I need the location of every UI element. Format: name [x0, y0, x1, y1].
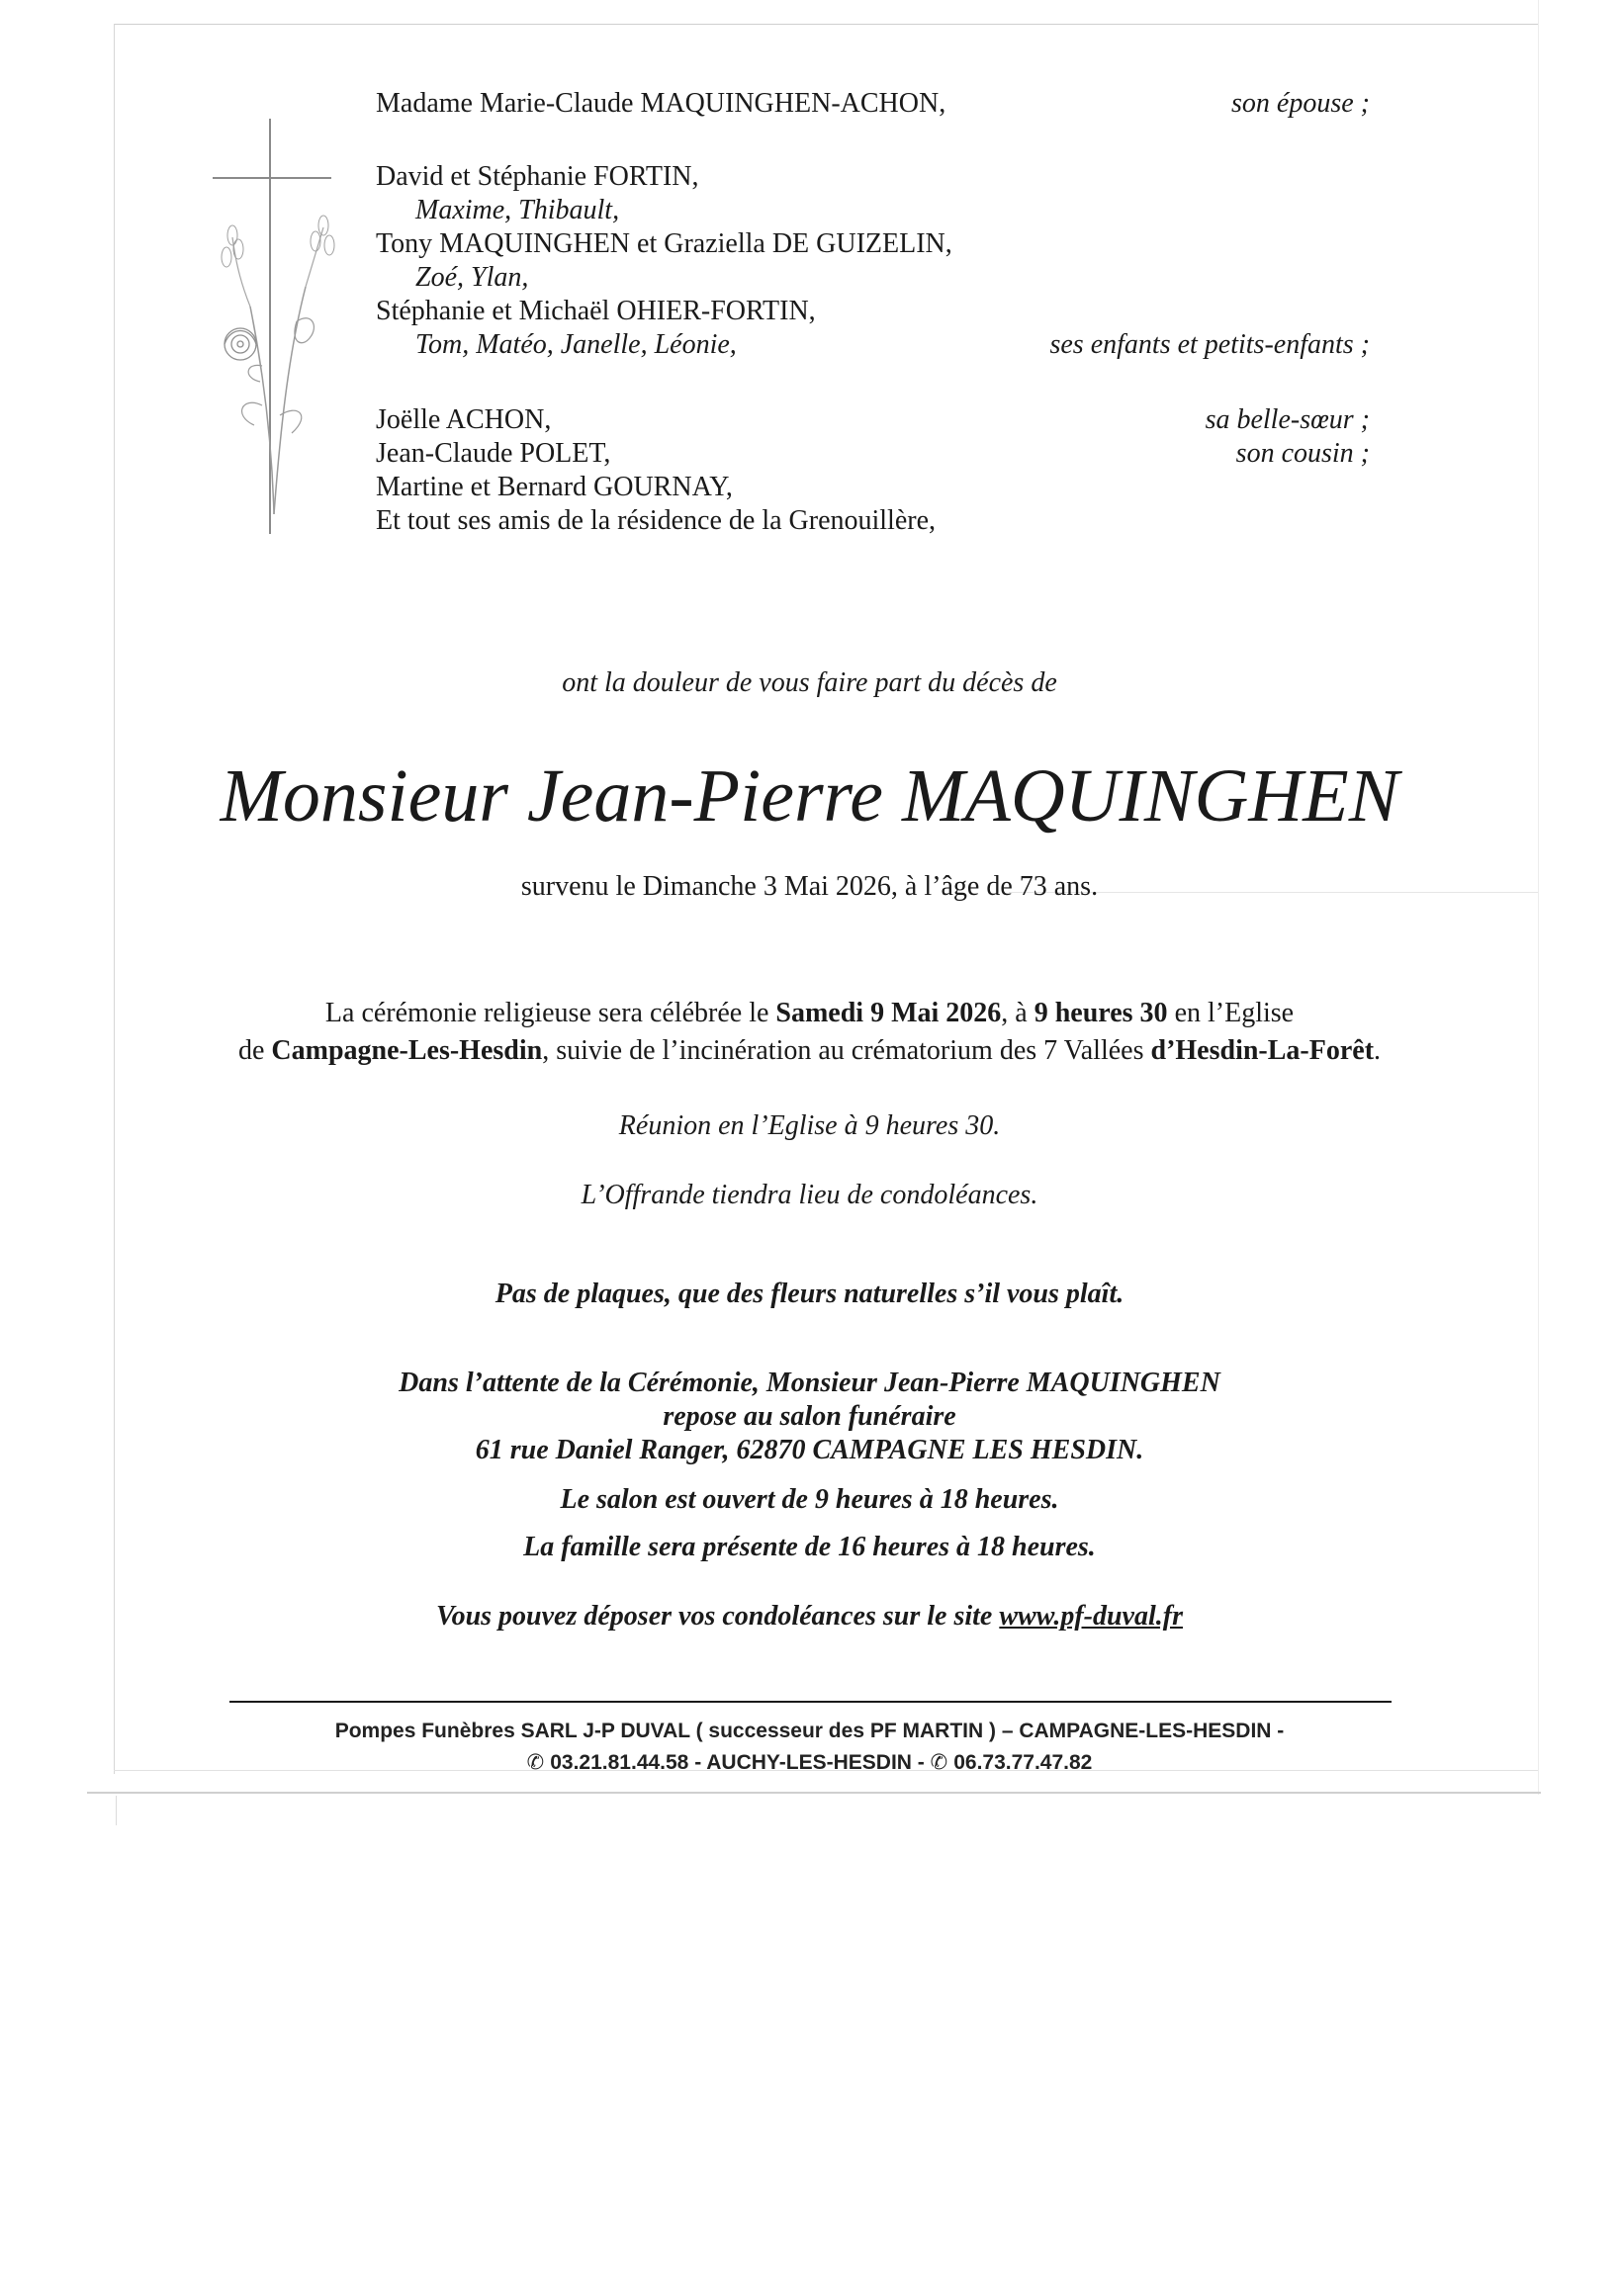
other-2-relation: son cousin ; — [1235, 438, 1370, 469]
ceremony-church-town: Campagne-Les-Hesdin — [271, 1035, 543, 1066]
spouse-relation: son épouse ; — [1231, 88, 1370, 119]
offrande-info: L’Offrande tiendra lieu de condoléances. — [581, 1180, 1038, 1210]
reunion-info: Réunion en l’Eglise à 9 heures 30. — [618, 1110, 1001, 1141]
condolences-line — [0, 1600, 1619, 1634]
child-2-parents: Tony MAQUINGHEN et Graziella DE GUIZELIN, — [376, 228, 952, 259]
footer-separator: - AUCHY-LES-HESDIN - — [688, 1751, 931, 1774]
frame-tick-mark — [116, 1796, 117, 1825]
child-3-kids: Tom, Matéo, Janelle, Léonie, — [415, 329, 737, 360]
ceremony-time: 9 heures 30 — [1034, 998, 1168, 1028]
footer-company: Pompes Funèbres SARL J-P DUVAL ( successeur des PF MARTIN ) – CAMPAGNE-LES-HESDIN - — [334, 1720, 1285, 1742]
ceremony-text-1e: en l’Eglise — [1167, 998, 1295, 1028]
phone-icon: ✆ — [930, 1751, 948, 1774]
ceremony-line-2 — [0, 1034, 1619, 1068]
other-4-name: Et tout ses amis de la résidence de la Grenouillère, — [376, 505, 937, 536]
frame-top-border — [114, 24, 1538, 25]
ceremony-text-1c: , à — [1001, 998, 1034, 1028]
condolences-text: Vous pouvez déposer vos condoléances sur le site — [436, 1601, 1000, 1632]
footer-phones — [0, 1748, 1619, 1778]
children-relation: ses enfants et petits-enfants ; — [1049, 329, 1370, 360]
other-1-relation: sa belle-sœur ; — [1205, 404, 1370, 435]
crematorium-town: d’Hesdin-La-Forêt — [1150, 1035, 1375, 1066]
footer-rule — [229, 1701, 1392, 1703]
salon-address: 61 rue Daniel Ranger, 62870 CAMPAGNE LES HESDIN. — [475, 1435, 1144, 1465]
phone-number-2: 06.73.77.47.82 — [953, 1751, 1093, 1774]
ceremony-text-2e: . — [1374, 1035, 1382, 1066]
family-presence: La famille sera présente de 16 heures à 18 heures. — [523, 1532, 1096, 1562]
ceremony-text-2c: , suivie de l’incinération au crématorium des 7 Vallées — [542, 1035, 1151, 1066]
child-1-kids: Maxime, Thibault, — [415, 195, 620, 225]
ceremony-text-2a: de — [237, 1035, 272, 1066]
cross-with-wheat-and-rose-icon — [203, 119, 341, 534]
frame-bottom-border — [87, 1792, 1541, 1794]
phone-number-1: 03.21.81.44.58 — [550, 1751, 689, 1774]
other-3-name: Martine et Bernard GOURNAY, — [376, 472, 733, 502]
salon-line-1: Dans l’attente de la Cérémonie, Monsieur Jean-Pierre MAQUINGHEN — [399, 1368, 1220, 1398]
death-details: survenu le Dimanche 3 Mai 2026, à l’âge de 73 ans. — [520, 871, 1099, 902]
ceremony-text-1a: La cérémonie religieuse sera célébrée le — [324, 998, 776, 1028]
other-1-name: Joëlle ACHON, — [376, 404, 552, 435]
other-2-name: Jean-Claude POLET, — [376, 438, 611, 469]
salon-hours: Le salon est ouvert de 9 heures à 18 heures. — [560, 1484, 1059, 1515]
phone-icon: ✆ — [526, 1751, 545, 1774]
deceased-name: Monsieur Jean-Pierre MAQUINGHEN — [220, 754, 1399, 838]
child-3-parents: Stéphanie et Michaël OHIER-FORTIN, — [376, 296, 816, 326]
salon-line-2: repose au salon funéraire — [663, 1401, 956, 1432]
flowers-info: Pas de plaques, que des fleurs naturelles s’il vous plaît. — [495, 1279, 1124, 1309]
spouse-name: Madame Marie-Claude MAQUINGHEN-ACHON, — [376, 88, 946, 119]
ceremony-date: Samedi 9 Mai 2026 — [775, 998, 1002, 1028]
child-1-parents: David et Stéphanie FORTIN, — [376, 161, 699, 192]
ceremony-line-1 — [0, 997, 1619, 1030]
website-link[interactable]: www.pf-duval.fr — [999, 1601, 1183, 1632]
child-2-kids: Zoé, Ylan, — [415, 262, 529, 293]
announcement-intro: ont la douleur de vous faire part du décès de — [562, 667, 1057, 698]
